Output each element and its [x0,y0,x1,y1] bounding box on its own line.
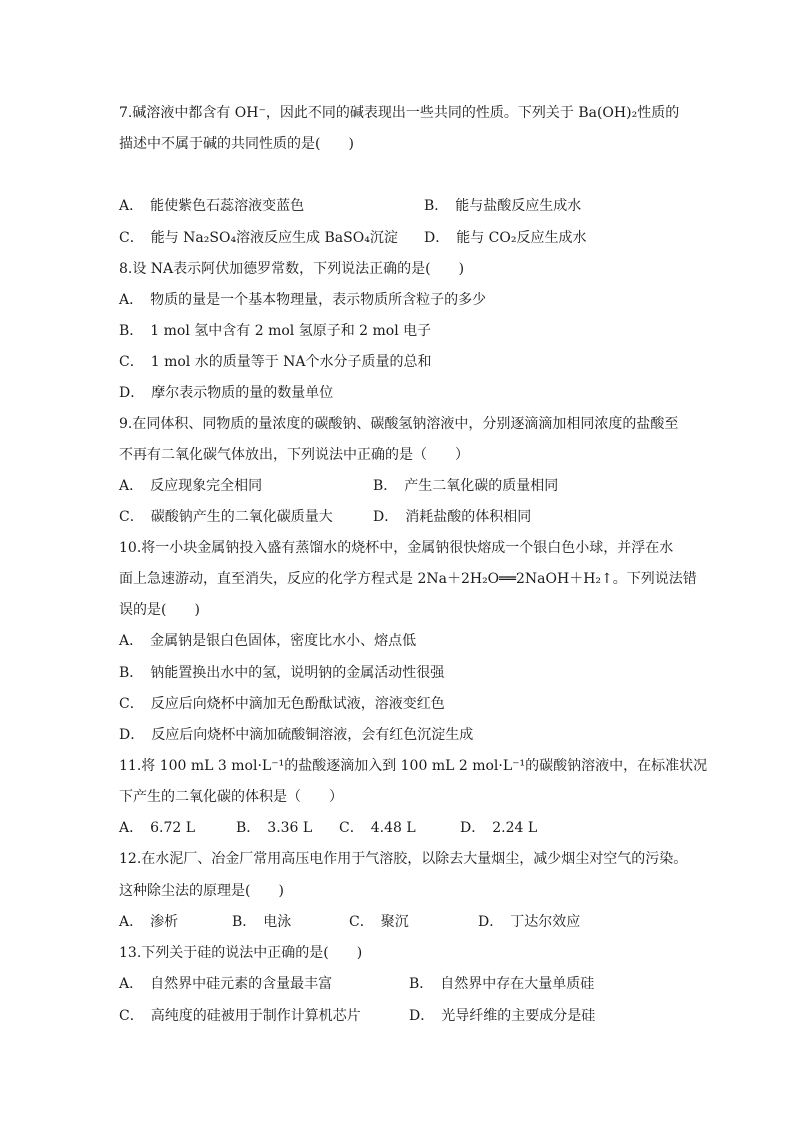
q13-stem-line1: 13.下列关于硅的说法中正确的是( ) [119,945,363,961]
q9-option-b: B． 产生二氧化碳的质量相同 [373,478,559,494]
q7-option-b: B． 能与盐酸反应生成水 [424,198,582,214]
q10-option-d: D． 反应后向烧杯中滴加硫酸铜溶液，会有红色沉淀生成 [119,727,474,743]
q8-option-c: C． 1 mol 水的质量等于 NA个水分子质量的总和 [119,354,432,370]
q10-option-c: C． 反应后向烧杯中滴加无色酚酞试液，溶液变红色 [119,696,445,712]
q8-option-b: B． 1 mol 氢中含有 2 mol 氢原子和 2 mol 电子 [119,323,432,339]
q7-stem-line1: 7.碱溶液中都含有 OH⁻，因此不同的碱表现出一些共同的性质。下列关于 Ba(OH)₂性质的 [119,105,680,121]
q10-stem-line1: 10.将一小块金属钠投入盛有蒸馏水的烧杯中，金属钠很快熔成一个银白色小球，并浮在水 [119,540,674,556]
q13-option-a: A． 自然界中硅元素的含量最丰富 [119,976,333,992]
q9-stem-line2: 不再有二氧化碳气体放出，下列说法中正确的是（ ） [119,447,469,463]
q12-option-c: C． 聚沉 [349,914,409,930]
q7-option-a: A． 能使紫色石蕊溶液变蓝色 [119,198,305,214]
q12-stem-line1: 12.在水泥厂、冶金厂常用高压电作用于气溶胶，以除去大量烟尘，减少烟尘对空气的污染。 [119,851,688,867]
q11-option-b: B． 3.36 L [236,820,313,836]
q13-option-c: C． 高纯度的硅被用于制作计算机芯片 [119,1008,361,1024]
q11-option-c: C． 4.48 L [339,820,416,836]
q9-stem-line1: 9.在同体积、同物质的量浓度的碳酸钠、碳酸氢钠溶液中，分别逐滴滴加相同浓度的盐酸至 [119,416,679,432]
q8-option-d: D． 摩尔表示物质的量的数量单位 [119,385,334,401]
q7-option-c: C． 能与 Na₂SO₄溶液反应生成 BaSO₄沉淀 [119,230,398,246]
q11-option-d: D． 2.24 L [460,820,538,836]
q10-option-b: B． 钠能置换出水中的氢，说明钠的金属活动性很强 [119,665,445,681]
q11-option-a: A． 6.72 L [119,820,196,836]
q9-option-c: C． 碳酸钠产生的二氧化碳质量大 [119,509,333,525]
q7-stem-line2: 描述中不属于碱的共同性质的是( ) [119,136,354,152]
q12-option-d: D． 丁达尔效应 [478,914,581,930]
q8-stem-line1: 8.设 NA表示阿伏加德罗常数，下列说法正确的是( ) [119,261,465,277]
q11-stem-line1: 11.将 100 mL 3 mol·L⁻¹的盐酸逐滴加入到 100 mL 2 mol·L⁻¹的碳酸钠溶液中，在标准状况 [119,758,708,774]
q13-option-b: B． 自然界中存在大量单质硅 [409,976,595,992]
q12-option-b: B． 电泳 [232,914,292,930]
q10-option-a: A． 金属钠是银白色固体，密度比水小、熔点低 [119,633,417,649]
q7-option-d: D． 能与 CO₂反应生成水 [424,230,587,246]
q9-option-d: D． 消耗盐酸的体积相同 [373,509,532,525]
q10-stem-line3: 误的是( ) [119,602,200,618]
q13-option-d: D． 光导纤维的主要成分是硅 [409,1008,596,1024]
q10-stem-line2: 面上急速游动，直至消失，反应的化学方程式是 2Na＋2H₂O══2NaOH＋H₂↑。下列说法错 [119,571,697,587]
q12-stem-line2: 这种除尘法的原理是( ) [119,883,284,899]
q8-option-a: A． 物质的量是一个基本物理量，表示物质所含粒子的多少 [119,292,487,308]
q11-stem-line2: 下产生的二氧化碳的体积是（ ） [119,789,343,805]
q9-option-a: A． 反应现象完全相同 [119,478,263,494]
q12-option-a: A． 渗析 [119,914,179,930]
